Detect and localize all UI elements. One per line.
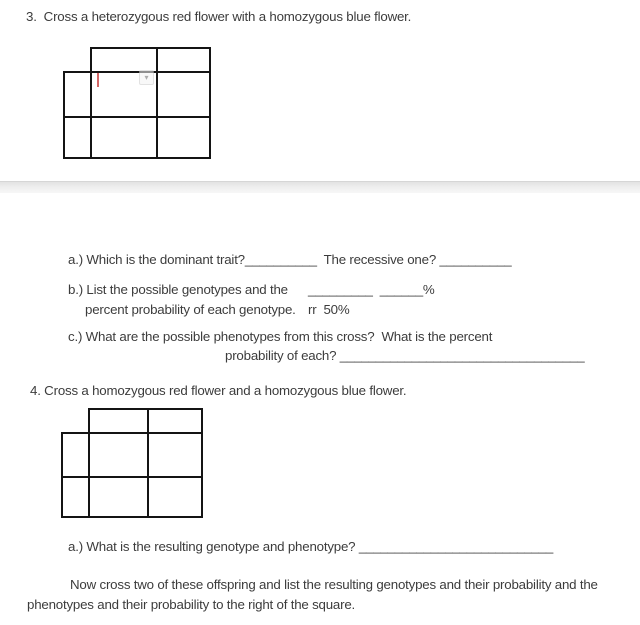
table-grid-line: [90, 47, 211, 49]
table-grid-line: [156, 47, 158, 159]
table-options-dropdown-icon[interactable]: [139, 70, 154, 85]
table-grid-line: [61, 432, 203, 434]
table-grid-line: [61, 516, 203, 518]
punnett-square-q4[interactable]: [61, 408, 205, 520]
table-grid-line: [63, 116, 211, 118]
table-grid-line: [209, 47, 211, 159]
closing-paragraph-line1: Now cross two of these offspring and list the resulting genotypes and their probability and the: [70, 577, 598, 592]
table-grid-line: [61, 476, 203, 478]
table-grid-line: [201, 408, 203, 518]
chevron-down-icon: ▾: [144, 72, 149, 82]
table-grid-line: [88, 408, 90, 518]
table-grid-line: [63, 71, 211, 73]
closing-paragraph-line2: phenotypes and their probability to the right of the square.: [27, 597, 356, 612]
text-cursor: [97, 73, 99, 87]
table-grid-line: [63, 157, 211, 159]
question-3b-answer-value: rr 50%: [308, 302, 350, 317]
table-grid-line: [88, 408, 203, 410]
table-grid-line: [90, 47, 92, 159]
page-break-band: [0, 181, 640, 193]
table-grid-line: [63, 71, 65, 159]
punnett-square-q3[interactable]: [63, 47, 213, 161]
question-3-prompt: 3. Cross a heterozygous red flower with a homozygous blue flower.: [26, 9, 412, 24]
question-3b-line2: percent probability of each genotype.: [85, 302, 296, 317]
question-3a-text: a.) Which is the dominant trait?__________ The recessive one? __________: [68, 252, 512, 267]
question-4-prompt: 4. Cross a homozygous red flower and a homozygous blue flower.: [30, 383, 407, 398]
question-3b-answer-blanks: _________ ______%: [308, 282, 435, 297]
table-grid-line: [147, 408, 149, 518]
table-grid-line: [61, 432, 63, 518]
question-3c-line2: probability of each? __________________________________: [225, 348, 585, 363]
question-4a-text: a.) What is the resulting genotype and phenotype? ___________________________: [68, 539, 554, 554]
question-3b-line1: b.) List the possible genotypes and the: [68, 282, 288, 297]
question-3c-line1: c.) What are the possible phenotypes from this cross? What is the percent: [68, 329, 493, 344]
